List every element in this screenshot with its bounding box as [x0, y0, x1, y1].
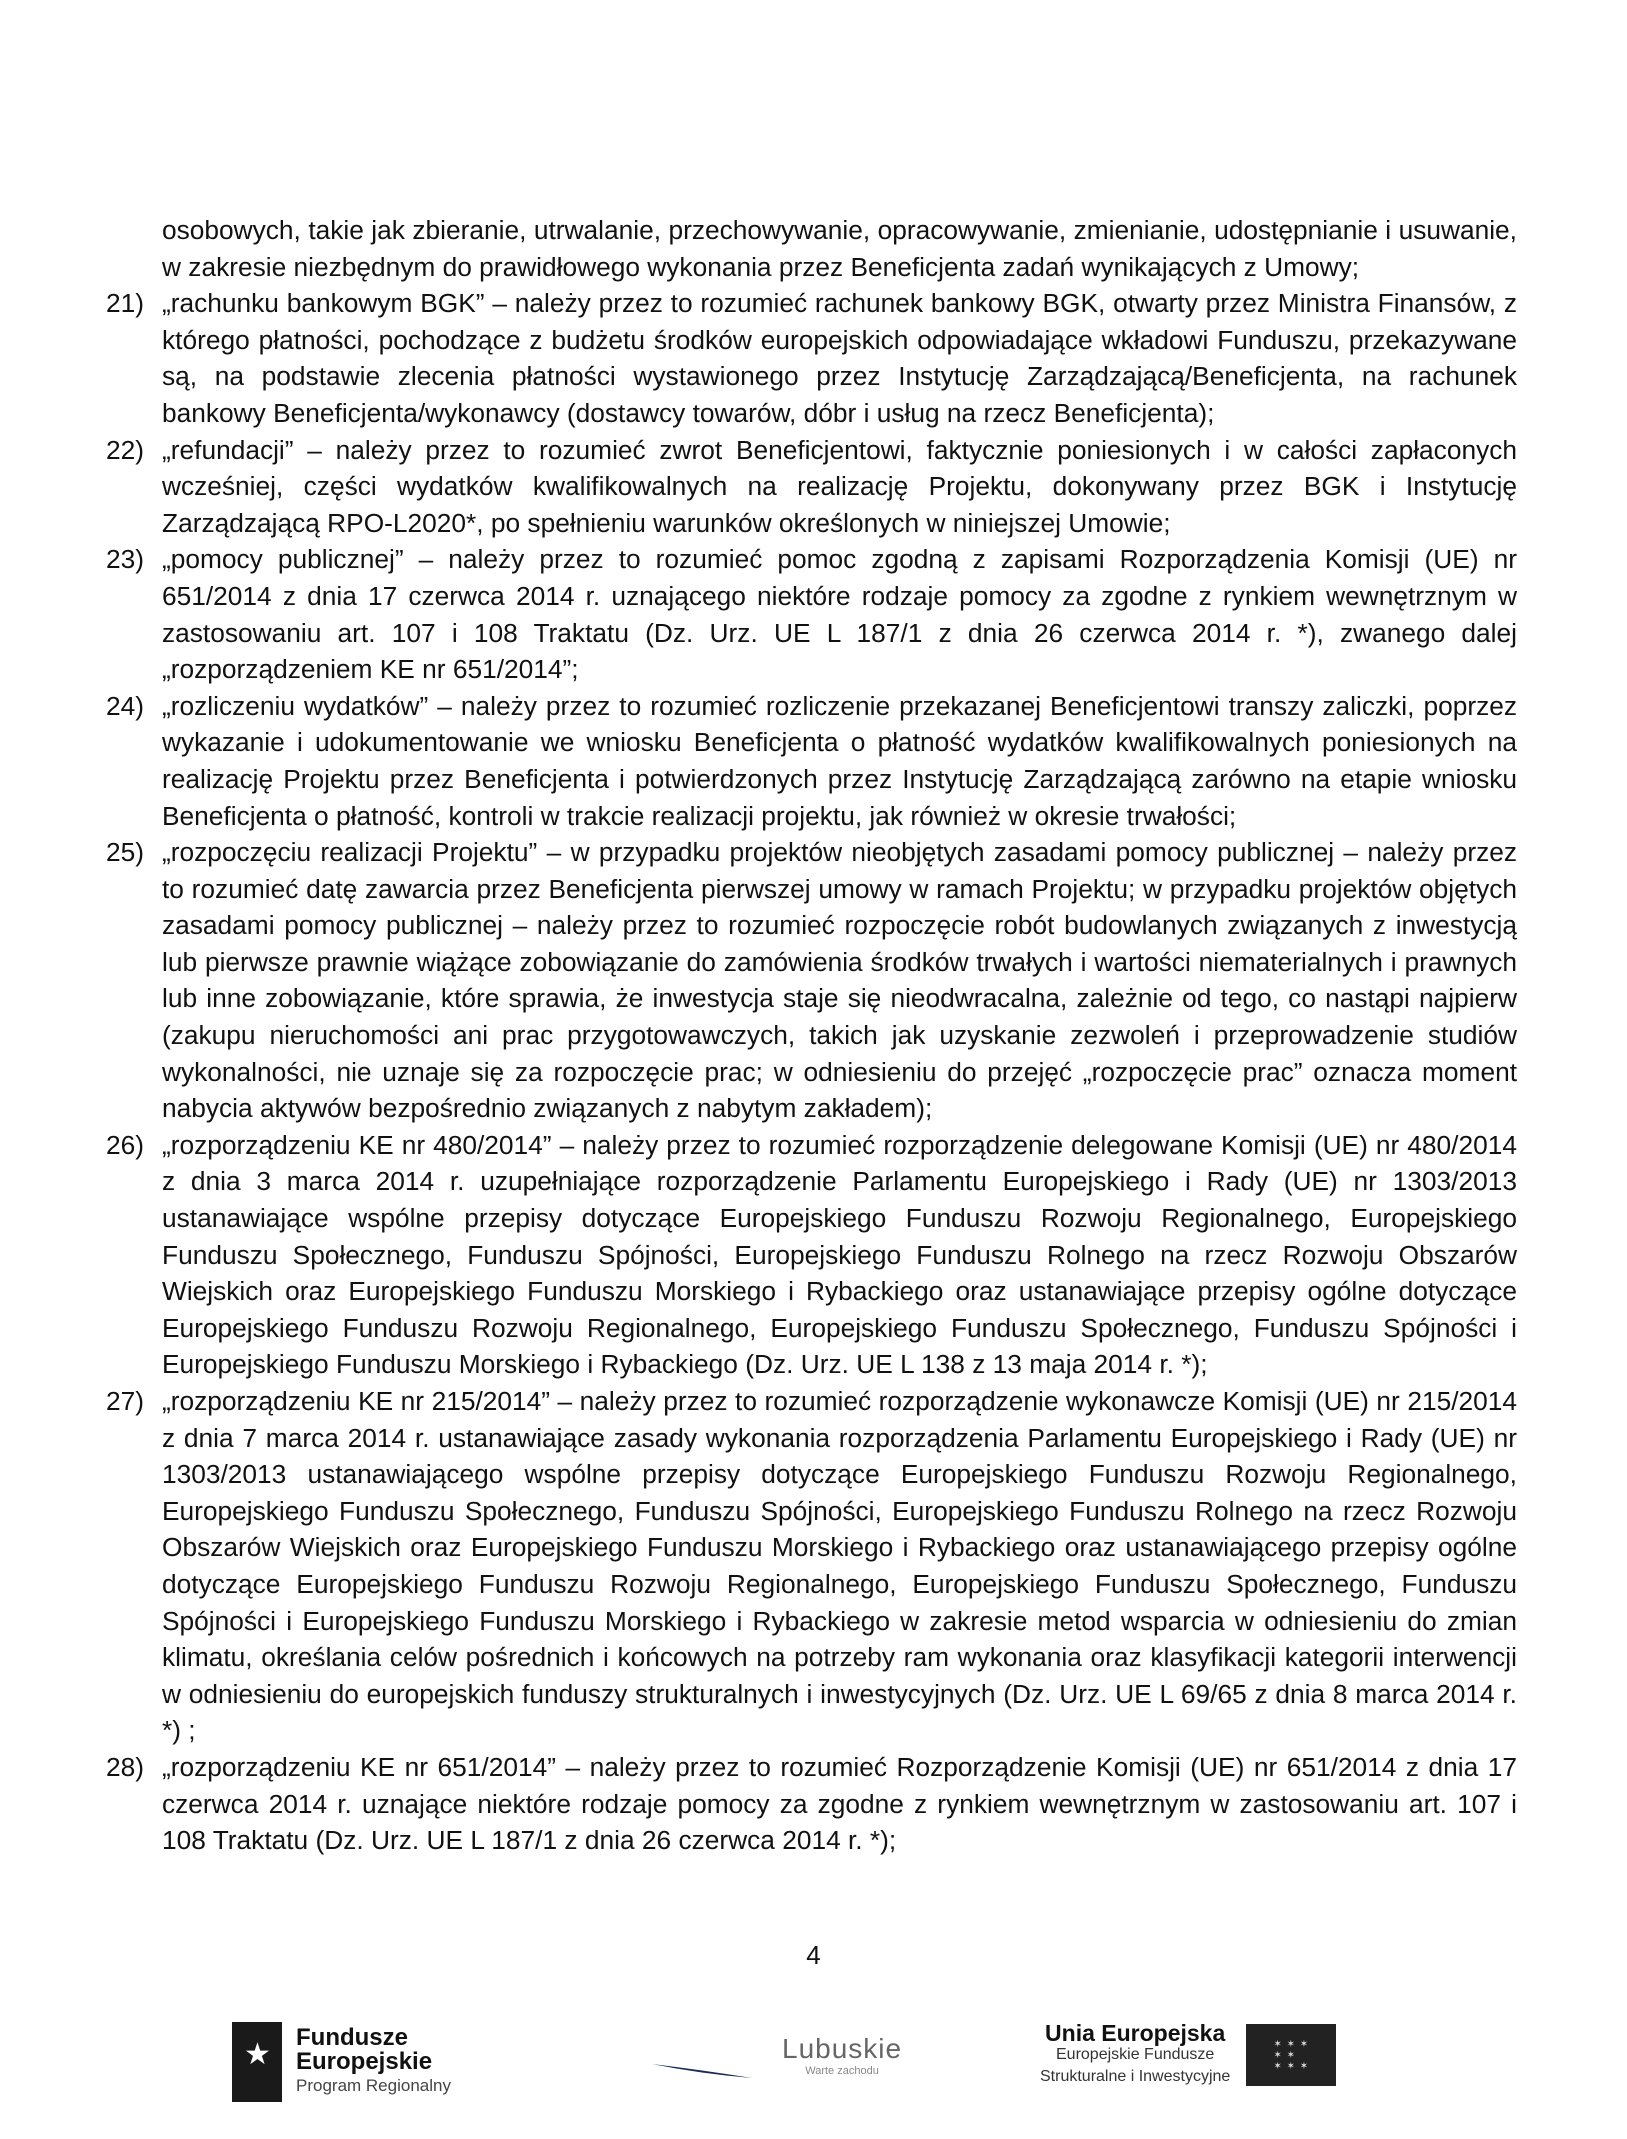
ue-logo-line3: Strukturalne i Inwestycyjne	[1040, 2068, 1231, 2085]
page-number: 4	[806, 1940, 821, 1970]
definition-item	[106, 432, 1517, 542]
item-number: 24)	[106, 690, 145, 721]
definition-item	[106, 541, 1517, 687]
document-page	[106, 212, 1517, 1859]
definitions-list	[106, 285, 1517, 1859]
item-number: 28)	[106, 1751, 145, 1782]
definition-item	[106, 285, 1517, 431]
definition-item	[106, 688, 1517, 834]
lubuskie-swoosh-icon	[652, 2060, 752, 2080]
lubuskie-logo	[652, 2030, 902, 2080]
fundusze-europejskie-logo	[232, 2022, 451, 2102]
fe-logo-line3: Program Regionalny	[296, 2076, 451, 2095]
item-number: 21)	[106, 288, 145, 319]
intro-paragraph: osobowych, takie jak zbieranie, utrwalanie, przechowywanie, opracowywanie, zmienianie, udostępnianie i usuwanie, w zakresie niezbędnym do prawidłowego wykonania przez Beneficjenta zadań wynikających z Umowy;	[162, 215, 1517, 282]
item-text: „rozliczeniu wydatków” – należy przez to rozumieć rozliczenie przekazanej Beneficjentowi transzy zaliczki, poprzez wykazanie i udokumentowanie we wniosku Beneficjenta o płatność wydatków kwalifikowalnych poniesionych na realizację Projektu przez Beneficjenta i potwierdzonych przez Instytucję Zarządzającą zarówno na etapie wniosku Beneficjenta o płatność, kontroli w trakcie realizacji projektu, jak również w okresie trwałości;	[162, 690, 1517, 831]
fe-logo-line2: Europejskie	[296, 2048, 433, 2075]
definition-item	[106, 834, 1517, 1127]
item-number: 26)	[106, 1129, 145, 1160]
footer-logos	[0, 2022, 1627, 2122]
item-text: „rozpoczęciu realizacji Projektu” – w przypadku projektów nieobjętych zasadami pomocy publicznej – należy przez to rozumieć datę zawarcia przez Beneficjenta pierwszej umowy w ramach Projektu; w przypadku projektów objętych zasadami pomocy publicznej – należy przez to rozumieć rozpoczęcie robót budowlanych związanych z inwestycją lub pierwsze prawnie wiążące zobowiązanie do zamówienia środków trwałych i wartości niematerialnych i prawnych lub inne zobowiązanie, które sprawia, że inwestycja staje się nieodwracalna, zależnie od tego, co nastąpi najpierw (zakupu nieruchomości ani prac przygotowawczych, takich jak uzyskanie zezwoleń i przeprowadzenie studiów wykonalności, nie uznaje się za rozpoczęcie prac; w odniesieniu do przejęć „rozpoczęcie prac” oznacza moment nabycia aktywów bezpośrednio związanych z nabytym zakładem);	[162, 837, 1517, 1124]
item-number: 23)	[106, 544, 145, 575]
definition-item	[106, 1127, 1517, 1383]
item-text: „pomocy publicznej” – należy przez to rozumieć pomoc zgodną z zapisami Rozporządzenia Komisji (UE) nr 651/2014 z dnia 17 czerwca 2014 r. uznającego niektóre rodzaje pomocy za zgodne z rynkiem wewnętrznym w zastosowaniu art. 107 i 108 Traktatu (Dz. Urz. UE L 187/1 z dnia 26 czerwca 2014 r. *), zwanego dalej „rozporządzeniem KE nr 651/2014”;	[162, 544, 1517, 685]
definition-item	[106, 1383, 1517, 1749]
item-number: 27)	[106, 1386, 145, 1416]
item-number: 22)	[106, 434, 145, 465]
fe-flag-icon: ★	[232, 2022, 282, 2102]
item-text: „rozporządzeniu KE nr 215/2014” – należy przez to rozumieć rozporządzenie wykonawcze Komisji (UE) nr 215/2014 z dnia 7 marca 2014 r. ustanawiające zasady wykonania rozporządzenia Parlamentu Europejskiego i Rady (UE) nr 1303/2013 ustanawiającego wspólne przepisy dotyczące Europejskiego Funduszu Rozwoju Regionalnego, Europejskiego Funduszu Społecznego, Funduszu Spójności, Europejskiego Funduszu Rolnego na rzecz Rozwoju Obszarów Wiejskich oraz Europejskiego Funduszu Morskiego i Rybackiego oraz ustanawiającego przepisy ogólne dotyczące Europejskiego Funduszu Rozwoju Regionalnego, Europejskiego Funduszu Społecznego, Funduszu Spójności i Europejskiego Funduszu Morskiego i Rybackiego w zakresie metod wsparcia w odniesieniu do zmian klimatu, określania celów pośrednich i końcowych na potrzeby ram wykonania oraz klasyfikacji kategorii interwencji w odniesieniu do europejskich funduszy strukturalnych i inwestycyjnych (Dz. Urz. UE L 69/65 z dnia 8 marca 2014 r. *) ;	[162, 1386, 1517, 1746]
ue-logo-line2: Europejskie Fundusze	[1056, 2046, 1215, 2063]
item-text: „rachunku bankowym BGK” – należy przez to rozumieć rachunek bankowy BGK, otwarty przez Ministra Finansów, z którego płatności, pochodzące z budżetu środków europejskich odpowiadające wkładowi Funduszu, przekazywane są, na podstawie zlecenia płatności wystawionego przez Instytucję Zarządzającą/Beneficjenta, na rachunek bankowy Beneficjenta/wykonawcy (dostawcy towarów, dóbr i usług na rzecz Beneficjenta);	[162, 288, 1517, 428]
ue-logo-line1: Unia Europejska	[1045, 2020, 1226, 2046]
item-text: „refundacji” – należy przez to rozumieć zwrot Beneficjentowi, faktycznie poniesionych i w całości zapłaconych wcześniej, części wydatków kwalifikowalnych na realizację Projektu, dokonywany przez BGK i Instytucję Zarządzającą RPO-L2020*, po spełnieniu warunków określonych w niniejszej Umowie;	[162, 434, 1517, 538]
lubuskie-name: Lubuskie	[782, 2033, 903, 2064]
eu-flag-icon: ✶ ✶ ✶ ✶ ✶ ✶ ✶ ✶	[1246, 2024, 1336, 2086]
item-text: „rozporządzeniu KE nr 651/2014” – należy przez to rozumieć Rozporządzenie Komisji (UE) nr 651/2014 z dnia 17 czerwca 2014 r. uznające niektóre rodzaje pomocy za zgodne z rynkiem wewnętrznym w zastosowaniu art. 107 i 108 Traktatu (Dz. Urz. UE L 187/1 z dnia 26 czerwca 2014 r. *);	[162, 1751, 1517, 1856]
definition-item	[106, 1749, 1517, 1859]
item-number: 25)	[106, 837, 145, 868]
lubuskie-slogan: Warte zachodu	[805, 2065, 879, 2077]
unia-europejska-logo	[1040, 2022, 1336, 2088]
fe-logo-line1: Fundusze	[296, 2024, 408, 2051]
item-text: „rozporządzeniu KE nr 480/2014” – należy przez to rozumieć rozporządzenie delegowane Komisji (UE) nr 480/2014 z dnia 3 marca 2014 r. uzupełniające rozporządzenie Parlamentu Europejskiego i Rady (UE) nr 1303/2013 ustanawiające wspólne przepisy dotyczące Europejskiego Funduszu Rozwoju Regionalnego, Europejskiego Funduszu Społecznego, Funduszu Spójności, Europejskiego Funduszu Rolnego na rzecz Rozwoju Obszarów Wiejskich oraz Europejskiego Funduszu Morskiego i Rybackiego oraz ustanawiające przepisy ogólne dotyczące Europejskiego Funduszu Rozwoju Regionalnego, Europejskiego Funduszu Społecznego, Funduszu Spójności i Europejskiego Funduszu Morskiego i Rybackiego (Dz. Urz. UE L 138 z 13 maja 2014 r. *);	[162, 1129, 1517, 1380]
